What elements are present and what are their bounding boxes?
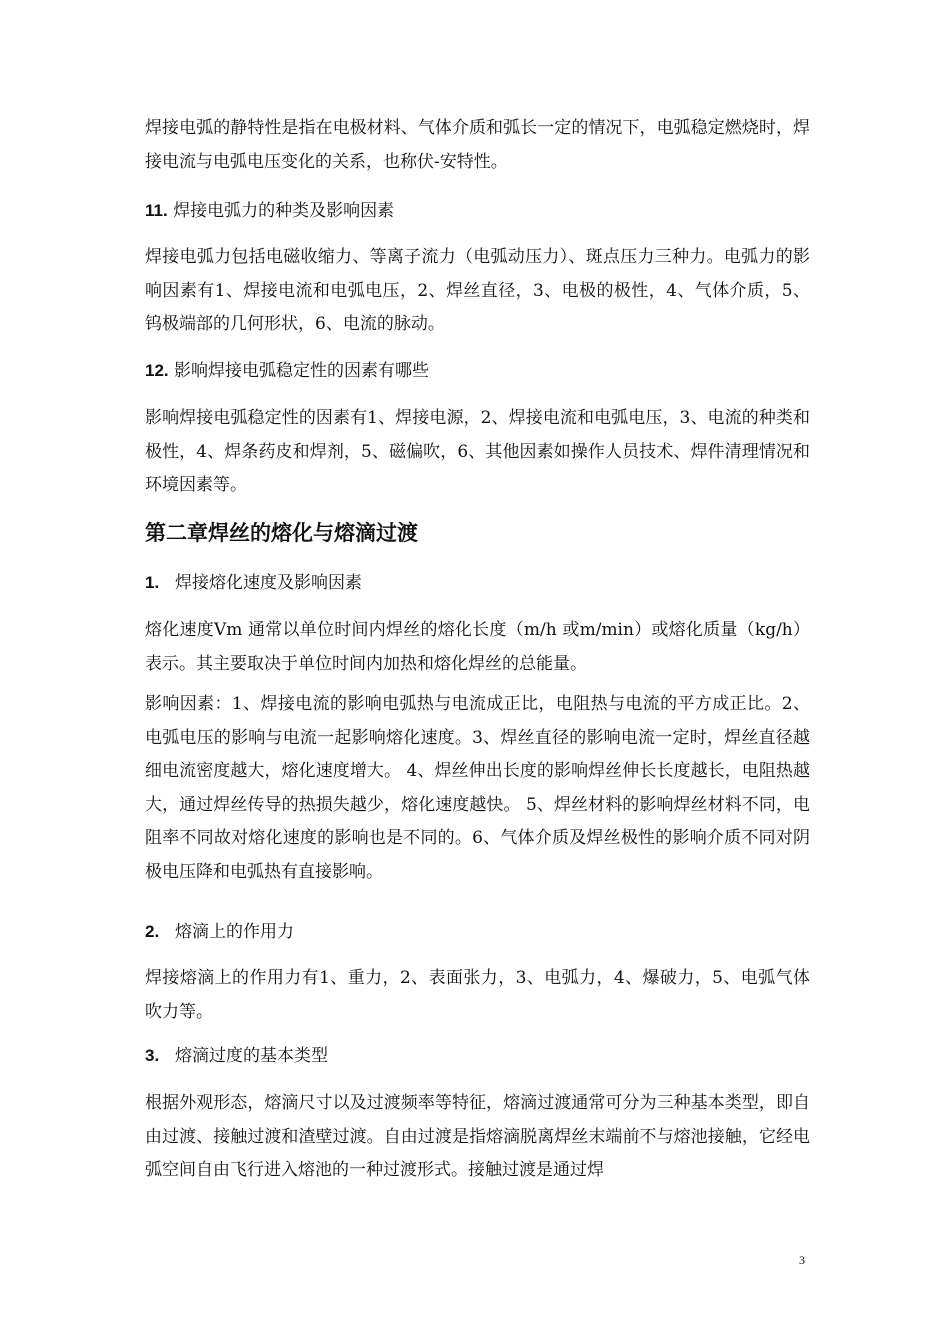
section-title: 焊接电弧力的种类及影响因素 <box>167 201 395 221</box>
section-title: 影响焊接电弧稳定性的因素有哪些 <box>168 361 430 381</box>
paragraph-droplet-forces: 焊接熔滴上的作用力有1、重力，2、表面张力，3、电弧力，4、爆破力，5、电弧气体吹力等。 <box>145 968 810 1022</box>
section-number: 12. <box>145 361 169 380</box>
paragraph-arc-stability: 影响焊接电弧稳定性的因素有1、焊接电源，2、焊接电流和电弧电压，3、电流的种类和极性，4、焊条药皮和焊剂，5、磁偏吹，6、其他因素如操作人员技术、焊件清理情况和环境因素等。 <box>145 408 810 495</box>
chapter-title: 第二章焊丝的熔化与熔滴过渡 <box>145 520 418 545</box>
section-number: 3. <box>145 1046 160 1065</box>
section-number: 11. <box>145 201 168 220</box>
paragraph-arc-static-characteristic: 焊接电弧的静特性是指在电极材料、气体介质和弧长一定的情况下，电弧稳定燃烧时，焊接电流与电弧电压变化的关系，也称伏-安特性。 <box>145 118 810 172</box>
paragraph-influencing-factors: 影响因素：1、焊接电流的影响电弧热与电流成正比，电阻热与电流的平方成正比。2、电弧电压的影响与电流一起影响熔化速度。3、焊丝直径的影响电流一定时，焊丝直径越细电流密度越大，熔化速度增大。 4、焊丝伸出长度的影响焊丝伸长长度越长，电阻热越大，通过焊丝传导的热损失越少，熔化速度越快。 5、焊丝材料的影响焊丝材料不同，电阻率不同故对熔化速度的影响也是不同的。6、气体介质及焊丝极性的影响介质不同对阴极电压降和电弧热有直接影响。 <box>145 694 810 882</box>
page-number: 3 <box>799 1253 805 1267</box>
section-title: 焊接熔化速度及影响因素 <box>175 573 362 593</box>
paragraph-arc-force: 焊接电弧力包括电磁收缩力、等离子流力（电弧动压力）、斑点压力三种力。电弧力的影响因素有1、焊接电流和电弧电压，2、焊丝直径，3、电极的极性，4、气体介质，5、钨极端部的几何形状，6、电流的脉动。 <box>145 247 810 334</box>
section-heading-1 <box>145 570 810 596</box>
paragraph-droplet-transfer-types: 根据外观形态，熔滴尺寸以及过渡频率等特征，熔滴过渡通常可分为三种基本类型，即自由过渡、接触过渡和渣壁过渡。自由过渡是指熔滴脱离焊丝末端前不与熔池接触，它经电弧空间自由飞行进入熔池的一种过渡形式。接触过渡是通过焊 <box>145 1093 810 1180</box>
section-number: 2. <box>145 922 160 941</box>
section-number: 1. <box>145 573 160 592</box>
section-heading-3 <box>145 1043 810 1069</box>
section-heading-2 <box>145 919 810 945</box>
section-title: 熔滴过度的基本类型 <box>175 1046 328 1066</box>
section-title: 熔滴上的作用力 <box>175 922 294 942</box>
paragraph-melting-rate: 熔化速度Vm 通常以单位时间内焊丝的熔化长度（m/h 或m/min）或熔化质量（kg/h）表示。其主要取决于单位时间内加热和熔化焊丝的总能量。 <box>145 620 810 674</box>
section-heading-12 <box>145 358 810 384</box>
section-heading-11 <box>145 198 810 224</box>
